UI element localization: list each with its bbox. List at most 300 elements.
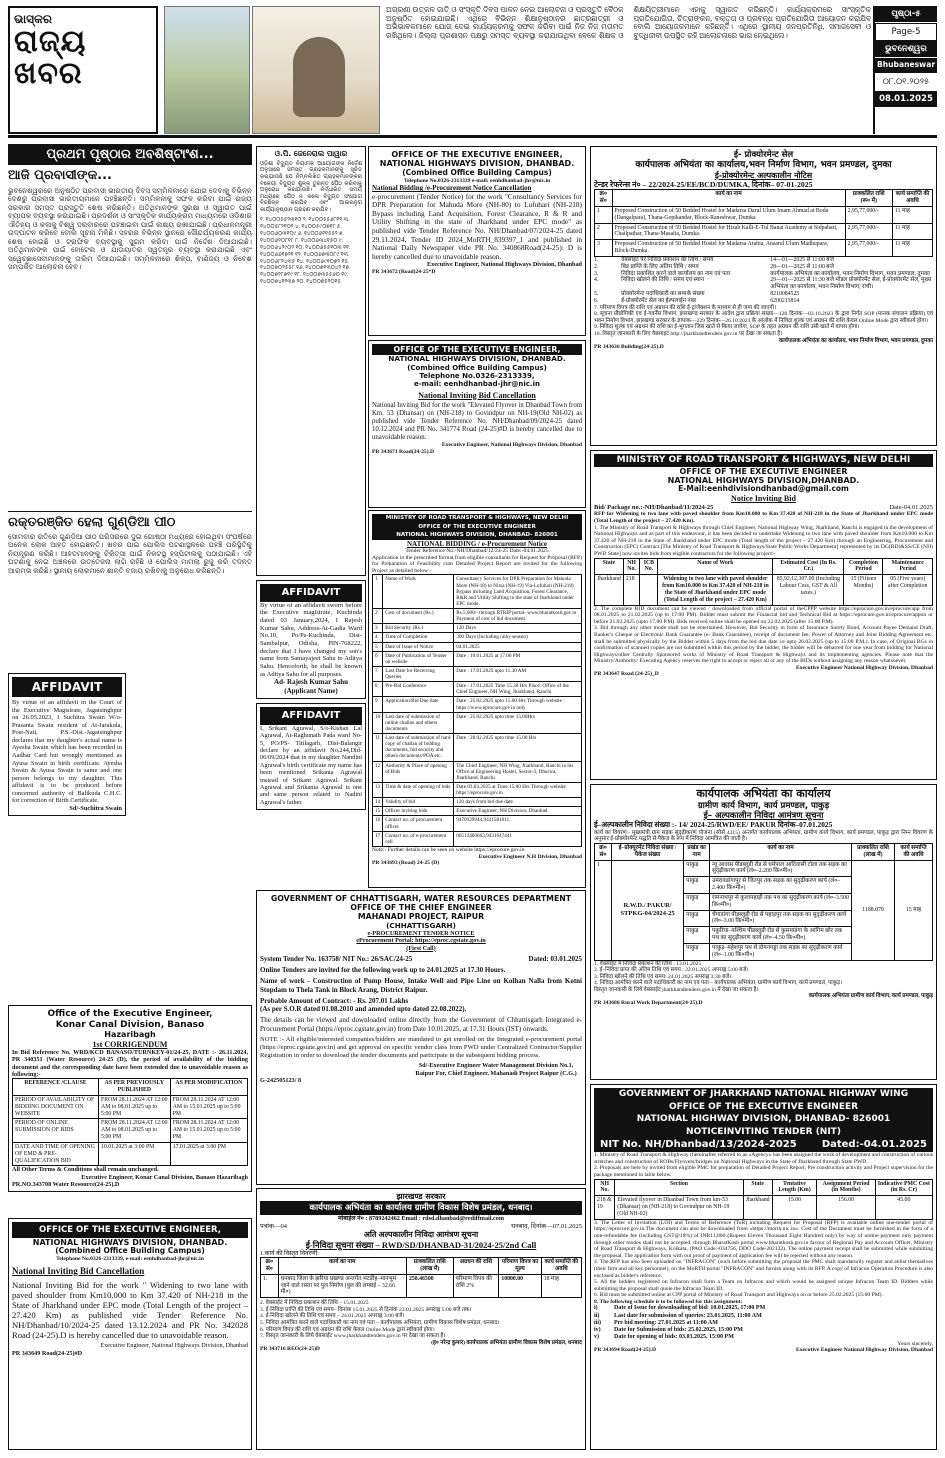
cell: Pre-Bid Conference <box>383 682 454 697</box>
cell: Contact no. of procurement officer <box>383 816 454 831</box>
table-row <box>373 782 582 797</box>
nh-eproc-cancel <box>368 146 586 336</box>
table-row <box>373 712 582 733</box>
cell: Proposed Construction of 50 Bedded Hostel for Madarsa Arabia, Ansarul Ulum Madhupara, Block-Dumka. <box>612 240 845 257</box>
news-photo-students <box>164 6 250 134</box>
col-head: प्रखंड का नाम <box>684 843 710 860</box>
cell: Last date of submission of online challan and others documents <box>383 712 454 733</box>
table-row <box>373 624 582 633</box>
gj-p2: 2. Proposals are here by invited from eligible PMC for preparation of Detailed Project Report, Pre construction activity and Project supervision for the package mentioned in table below. <box>594 1165 933 1179</box>
pakur-table <box>594 843 933 961</box>
story2-headline: ରକ୍ତରଞ୍ଜିତ ହେଲା ଗୁଣ୍ଡିଆ ପୀଠ <box>8 511 252 530</box>
col-head: प्राक्कलित राशि (लाख में) <box>406 1258 453 1275</box>
date-en: 08.01.2025 <box>875 91 937 108</box>
col-head: Completion Period <box>844 558 883 575</box>
cell <box>640 575 658 605</box>
gj-t3: NATIONAL HIGHWAY DIVISION, DHANBAD- 826001 <box>594 1113 933 1126</box>
gj-table <box>594 1179 933 1220</box>
dumka-sign: कार्यपालक अभियंता का कार्यालय, भवन निर्माण विभाग, भवन प्रमण्डल, दुमका <box>778 337 933 344</box>
cell: 3 <box>373 624 383 633</box>
story2-body: ସୋମବାର ରାତିରେ ଗୁଣ୍ଡିଆ ପୀଠ ପରିସରରେ ଦୁଇ ଗୋଷ୍ଠୀ ମଧ୍ୟରେ ହୋଇଥିବା ସଂଘର୍ଷରେ ଅନେକ ଲୋକ ଆହତ ହୋଇଛନ୍ତି। ଖବର ପାଇ ପୋଲିସ ଘଟଣାସ୍ଥଳରେ ପହଞ୍ଚି ପରିସ୍ଥିତିକୁ ନିୟନ୍ତ୍ରଣ କରିଛି। ଆହତମାନଙ୍କୁ ଚିକିତ୍ସା ପାଇଁ ନିକଟସ୍ଥ ହସ୍ପିଟାଲକୁ ପଠାଯାଇଛି। ଏହି ଘଟଣାକୁ ନେଇ ଅଞ୍ଚଳରେ ଉତ୍ତେଜନା ଲାଗି ରହିଛି ଓ ପୋଲିସ ମାମଲା ରୁଜୁ କରି ତଦନ୍ତ ଆରମ୍ଭ କରିଛି। ସ୍ଥାନୀୟ ଲୋକମାନେ ଶାନ୍ତି ବଜାୟ ରଖିବାକୁ ଅନୁରୋଧ କରିଛନ୍ତି। <box>8 532 252 575</box>
col-head: कार्य का नाम <box>278 1258 406 1275</box>
table-row <box>373 642 582 651</box>
rwd-sign: (ह० नरेन्द्र कुमार) कार्यपालक अभियंता ग्रामीण विकास विशेष प्रमंडल, धनबाद <box>431 1339 582 1346</box>
mos-t1: MINISTRY OF ROAD TRANSPORT & HIGHWAYS, NEW DELHI <box>372 514 582 523</box>
list-cell: प्रोक्योरमेन्ट पदाधिकारी का सम्पर्क संख्या <box>621 291 705 298</box>
col-head: परिमाण विपत्र का मूल्य <box>499 1258 541 1275</box>
mob-t4: E-Mail:eenhdivisiondhanbad@gmail.com <box>678 484 849 494</box>
table-row <box>595 1196 933 1219</box>
cell: Consultancy Services for DPR Preparation for Mahuda More (NH-18) to Nirsa (NH-19) Via-Lufuhari (NH-218) Bypass including Land Acquisition, Forest Clearance, R&R and Utility Shifting in the state of Jharkhand under EPC mode. <box>454 575 582 609</box>
cg-t1: OFFICE OF THE CHIEF ENGINEER <box>350 903 492 913</box>
list-cell: i) <box>594 1305 598 1312</box>
cell: Proposed Construction of 50 Bedded Hostel for Hizab Kalli-E-Tul Banat Academy at Sidpahari, Chailpathar, Thana-Masalia, Dumka. <box>612 223 845 240</box>
pakur-intro: कार्य का विवरण:- मुख्यमंत्री ग्राम सड़क सुदृढ़ीकरण योजना (सोर्स 4315) अन्तर्गत कार्यपालक अभियंता, ग्रामीण कार्य विभाग, कार्य प्रमण्डल, पाकुड़ द्वारा निम्न विवरण के अनुसार ई-प्रोक्योरमेन्ट पद्धति से पैकेज के रूप में निविदा आमंत्रित की जाती है। <box>594 829 933 843</box>
col-head: क्र० सं० <box>595 190 613 207</box>
cell: 17 <box>373 831 383 846</box>
list-cell: Date for opening of bids: 03.03.2025, 15:00 PM <box>614 1333 734 1340</box>
table-row <box>373 734 582 762</box>
gj-p1: 1. Ministry of Road Transport & Highway (hereinafter referred to as «Agency» has been assigned the work of development and construction of various stretches and construction of ROBs/Flyovers/bridges on National Highways in the State of Jharkhand through State PWD. <box>594 1152 933 1165</box>
table-row <box>373 798 582 807</box>
cell: 1 <box>595 860 612 960</box>
cell: 11 माह <box>892 240 932 257</box>
col-head: NH No. <box>623 558 640 575</box>
dumka-t3: टेन्डर रेफरेन्स नं० – 22/2024-25/EE/BCD/DUMKA, दिनांक– 07-01-2025 <box>594 180 813 190</box>
gj-nit <box>590 1084 937 1450</box>
nhb-sign: Executive Engineer, National Highways Division, Dhanbad <box>100 1342 248 1350</box>
list-cell: कार्यपालक अभियंता का कार्यालय, भवन निर्माण विभाग, भवन प्रमण्डल, दुमका <box>770 270 930 277</box>
mos-head: NATIONAL BIDDING / e-Procurement Notice <box>407 539 547 548</box>
list-item <box>594 1305 933 1312</box>
cell: 156.00 <box>817 1196 875 1219</box>
cell: Executive Engineer, NH Division, Dhanbad <box>454 807 582 816</box>
cell: पाकुड़ <box>684 943 710 960</box>
dumka-t1: कार्यपालक अभियंता का कार्यालय,भवन निर्माण विभाग, भवन प्रमण्डल, दुमका <box>635 160 892 171</box>
col-head: Tentative Length (Km) <box>772 1179 817 1196</box>
city-en: Bhubaneswar <box>875 58 937 74</box>
cell: 3 <box>595 240 613 257</box>
header-story: ଅଗ୍ରଣୀ ଉତ୍କଳ ଜାତି ଓ ସଂସ୍କୃତି ଦିବସ ପାଳନ ନେଇ ଆଲୋଚନା ଓ ପ୍ରସ୍ତୁତି ବୈଠକ ଅନୁଷ୍ଠିତ ହୋଇଯାଇଛି। ଏଥିରେ ବିଭିନ୍ନ ଶିକ୍ଷାନୁଷ୍ଠାନର ଛାତ୍ରଛାତ୍ରୀ ଓ ଅଭିଭାବକମାନେ ଯୋଗ ଦେଇ କାର୍ଯ୍ୟକ୍ରମକୁ ସଫଳ କରିବା ପାଇଁ ନିଜ ନିଜ ମତାମତ ରଖିଥିଲେ। ଜିଲ୍ଲା ପ୍ରଶାସନ ପକ୍ଷରୁ ସମସ୍ତ ବ୍ୟବସ୍ଥା କରାଯାଉଥିବା ବେଳେ ଶିକ୍ଷକ ଓ ଶିକ୍ଷୟିତ୍ରୀମାନେ ଏହାକୁ ସ୍ୱାଗତ କରିଛନ୍ତି। କାର୍ଯ୍ୟକ୍ରମରେ ସାଂସ୍କୃତିକ ପ୍ରତିଯୋଗିତା, ଚିତ୍ରାଙ୍କନ, ବକ୍ତୃତା ଓ ପ୍ରବନ୍ଧ ପ୍ରତିଯୋଗିତା ଆୟୋଜନ କରାଯିବ ବୋଲି ଆୟୋଜକମାନେ କହିଛନ୍ତି। ଏଥିରେ ସ୍ଥାନୀୟ ଜନପ୍ରତିନିଧି, ସମାଜସେବୀ ଓ ବୁଦ୍ଧିଜୀବୀ ଉପସ୍ଥିତ ରହି ଆଲୋଚନାରେ ଭାଗ ନେଇଥିଲେ। <box>386 5 871 41</box>
table-row <box>373 666 582 681</box>
dumka-list <box>594 257 933 305</box>
cell: 13 <box>373 782 383 797</box>
cell: रामनाथपुर से कुलापहाड़ी तक पथ का सुदृढ़ीकरण कार्य (लं०–3.500 कि०मी०) <box>710 893 852 910</box>
list-cell: 14—01—2025 से 11:00 बजे <box>770 256 834 263</box>
col-head: NH No. <box>595 1179 615 1196</box>
cell: पाकुड़ <box>684 860 710 877</box>
cell: R.W.D./ PAKUR/ STPKG-04/2024-25 <box>611 860 683 960</box>
rwd-table <box>260 1257 582 1298</box>
nhb-head: National Inviting Bid Cancellation <box>12 1265 145 1276</box>
table-row <box>261 1274 582 1297</box>
mos-ref: Tender Reference No:-NH/Dhanbad/12/24-25 Date:-04.01.2025 <box>405 548 549 555</box>
cell: DATE AND TIME OF OPENING OF EMD & PRE-QUALIFICATION BID <box>13 1142 99 1165</box>
cg-l6: The details can be viewed and downloaded online directly from the Government of Chhattisgarh Integrated e-Procurement Portal (https://eproc.cgstate.gov.in) from Date 10.01.2025, at 17.31 Hours (IST) onwards. <box>260 1016 582 1033</box>
affidavit-sign: Sd/-Suchitra Swain <box>69 804 122 812</box>
dumka-notes: 7. परिमाण विपत्र की राशि एवं अग्रधन की राशि ई-ट्रांजेक्शन के माध्यम से ही जमा की जाएगी। 8. सूचना प्रौद्योगिकी एवं ई-गवर्नेंस विभाग, झारखण्ड सरकार के आदेश द्वारा प्रक्रिया संख्या—120 दिनांक—03.10.2023 के द्वारा निर्गत SOP (मानक संचालन प्रक्रिया) एवं भवन निर्माण विभाग, झारखण्ड सरकार के ज्ञापांक—229 दिनांक—26.10.2023 के आलोक में निविदा शुल्क एवं अग्रधन की राशि केवल Online Mode द्वारा स्वीकार्य होगा। 9. निविदा शुल्क एवं अग्रधन की राशि का ई-भुगतान जिस खाते से किया जायेगा, SOP के तहत अग्रधन की राशि उसी खाते में वापस होगा। 10. विस्तृत जानकारी के लिए वेबसाइट http://jharkhandtenders.gov.in पर देखा जा सकता है। <box>594 304 933 338</box>
cg-sign: Sd/-Executive Engineer Water Management Division No.1, Raipur For, Chief Engineer, Mahanadi Project Raipur (C.G.) <box>415 1062 577 1077</box>
pakur-sign: कार्यपालक अभियंता ग्रामीण कार्य विभाग, कार्य प्रमण्डल, पाकुड़ <box>808 993 933 1000</box>
dumka-table <box>594 189 933 257</box>
cell: पाकुड़ <box>684 893 710 910</box>
list-item <box>594 1313 933 1320</box>
list-cell: Last date for submission of queries: 23.01.2025, 11:00 AM <box>614 1312 762 1319</box>
gj-schedule <box>594 1305 933 1340</box>
affidavit-title: AFFIDAVIT <box>12 677 122 697</box>
cell: पाकुड़ <box>684 877 710 894</box>
table-row <box>373 633 582 642</box>
table-row <box>13 1096 248 1119</box>
gj-sign: Executive Engineer National Highway Division, Dhanbad <box>796 1347 933 1354</box>
affidavit-rajesh <box>256 580 366 699</box>
list-cell: 29—01—2025 से 11:30 बजे मोडल प्रोक्योरमेंट सेल, ई-प्रोक्योरमेंट सेल, मुख्य अभियंता का कार्यालय, भवन निर्माण विभाग, रांची। <box>770 277 932 291</box>
column-2 <box>256 146 366 814</box>
list-cell: 4. <box>594 277 599 284</box>
table-row <box>373 697 582 712</box>
konar-corrigendum-label: 1st CORRIGENDUM <box>92 1039 168 1049</box>
nhb-pr: PR 343649 Road(24-25)#D <box>12 1349 83 1357</box>
nhc2-sign: Executive Engineer, National Highways Division, Dhanbad <box>441 442 582 449</box>
cell: FROM 28.11.2024 AT 12:00 AM to 08.01.2025 up to 5:00 PM <box>99 1119 171 1142</box>
cell: 14 <box>373 798 383 807</box>
cell: 17.01.2025 at 3:00 PM <box>170 1142 247 1165</box>
list-item <box>594 1320 933 1327</box>
gj-p6: 6. Bid must be submitted online at CPP portal of Ministry of Road Transport and Highways on or before 25.02.2025 (15:00 PM). <box>594 1292 883 1299</box>
mob-ref: Bid/ Package no.:-NH/Dhanbad/11/2024-25 <box>594 503 714 511</box>
cell: 85,92,12,307.00 (Including Labour Cess, GST & All taxes.) <box>773 575 844 605</box>
list-cell: 1. <box>594 256 599 263</box>
newspaper-logo <box>8 6 158 134</box>
cell: 11 माह <box>892 206 932 223</box>
konar-h2: AS PER PREVIOUSLY PUBLISHED <box>99 1079 171 1096</box>
cell: 45.00 <box>875 1196 932 1219</box>
table-row <box>373 609 582 624</box>
rwd-gov: झारखण्ड सरकार <box>396 1192 446 1201</box>
list-item <box>594 1334 933 1341</box>
cell: 6 <box>373 651 383 666</box>
list-item <box>594 298 933 305</box>
cg-t6: (First Call) <box>406 944 436 952</box>
cell: Authority & Place of opening of Bids <box>383 761 454 782</box>
cell: Officer inviting bids <box>383 807 454 816</box>
page-label: ପୃଷ୍ଠା-୫ <box>875 6 937 23</box>
col-head: कार्य समाप्ति की अवधि <box>892 190 932 207</box>
gj-yours: Yours sincerely, <box>897 1340 933 1347</box>
gj-nit-date: Dated:-04.01.2025 <box>821 1139 927 1151</box>
city-or: ଭୁବନେଶ୍ୱର <box>875 41 937 58</box>
konar-sign: Executive Engineer, Konar Canal Division, Banaso Hazaribagh <box>81 1173 248 1181</box>
table-row <box>595 223 933 240</box>
mob-t2: OFFICE OF THE EXECUTIVE ENGINEER <box>679 466 848 476</box>
mob-t1: MINISTRY OF ROAD TRANSPORT & HIGHWAYS, NEW DELHI <box>594 454 933 467</box>
cell: 15.00 <box>772 1196 817 1219</box>
cell: पाकुड़–महेशपुर पथ से डोमनगड्डा तक सड़क का सुदृढ़ीकरण कार्य (लं०–1.00 कि०मी०) <box>710 943 852 960</box>
brand-big-2: ଖବର <box>14 55 83 91</box>
cell: PERIOD OF AVAILABILITY OF BIDDING DOCUMENT ON WEBSITE <box>13 1096 99 1119</box>
col-head: Indicative PMC Cost (in Rs. Cr) <box>875 1179 932 1196</box>
dumka-notice <box>590 146 937 446</box>
cell: Time of Completion <box>383 633 454 642</box>
gj-t1: GOVERNMENT OF JHARKHAND NATIONAL HIGHWAY WING <box>594 1088 933 1101</box>
cell: पकुरिया–पश्चिम पीडब्लूडी रोड से कुसमाडंगा के आगिम छोर तक पथ का सुदृढ़ीकरण कार्य (लं०–4.50 कि०मी०) <box>710 927 852 944</box>
cell: 2,95,77,000/- <box>845 223 892 240</box>
cg-t3: (CHHATTISGARH) <box>386 920 456 930</box>
list-cell: iii) <box>594 1319 601 1326</box>
morth-national-bidding <box>368 510 586 888</box>
list-cell: 3. <box>594 270 599 277</box>
date-or: ୦୮.୦୧.୨୦୨୫ <box>875 74 937 91</box>
cell: FROM 28.11.2024 AT 12:00 AM to 15.01.2025 up to 5:00 PM <box>170 1119 247 1142</box>
col-head: अग्रधन की राशि <box>453 1258 499 1275</box>
mob-p1: 1. The Ministry of Road Transport & Highways through Chief Engineer, National Highway Wing, Jharkhand, Ranchi is engaged in the development of National Highways and as part of this endeavour, it has been decided to undertake Widening to two lane with paved shoulder from Km10.000 to Km 37.420 of NH-218 in the State of Jharkhand under EPC mode (Total length of the project – 27.420 Km) through an Engineering, Procurement and Construction (EPC) Contract.[The Ministry of Road Transport & Highways/State Public Works Department] represented by its DG(RD)&SS/CE (NH) PWD State] now invites bids from eligible contractors for the following project:- <box>594 524 933 557</box>
cg-l5: (As per S.O.R dated 01.08.2010 and amended upto dated 22.08.2022). <box>260 1005 467 1014</box>
cell: 218 <box>623 575 640 605</box>
cell: Cost of document (Rs.) <box>383 609 454 624</box>
nh-cancel-bottom <box>8 1218 252 1450</box>
cell: FROM 28.11.2024 AT 12:00 AM to 15.01.2025 up to 5:00 PM <box>170 1096 247 1119</box>
cell: 1 <box>595 206 613 223</box>
konar-h3: AS PER MODIFICATION <box>170 1079 247 1096</box>
nhc2-t2: NATIONAL HIGHWAYS DIVISION, DHANBAD. <box>388 354 566 364</box>
cell: Rs.5,000/- through RTRIP portal- www.bharatkosh.gov.in Payment of cost of bid document. <box>454 609 582 624</box>
cell: उमरावडांगापुर से जितपुर तक सड़क का सुदृढ़ीकरण कार्य (लं०–2.400 कि०मी०) <box>710 877 852 894</box>
table-row <box>373 816 582 831</box>
gj-p7: 8. The following schedule is to be followed for this assignment: <box>594 1298 743 1305</box>
cell: 7 <box>373 666 383 681</box>
mos-t3: NATIONAL HIGHWAYS DIVISION, DHANBAD- 826001 <box>372 531 582 540</box>
cell: Validity of bid <box>383 798 454 807</box>
dumka-t0: ई- प्रोक्योरमेन्ट सेल <box>733 150 794 160</box>
gj-p3: 3. The Letter of Invitation (LOI) and Terms of Reference (ToR) including Request for Proposal (RFP) is available online one-tender portal of https://eprocure.gov.in.The document can also be downloaded from «https://morth.nic.in». Cost of the Document must be furnished in the form of a non-refundable fee (including GST@18%) of INR11,800 (Rupees Eleven Thousand Eight Hundred only) by way of online payment only payment through other modes shall not be accepted, through BharatKosh portal www.bharatkosh.gov.in favour of Regional Pay and Account Officer, Ministry of Road Transport & Highways, Kolkata. (PAO Code:-034756, DDO Code-202132). The online payment receipt shall be submitted while submitting the proposal. The application form with out proof of payment of application fee will be rejected without any reason. <box>594 1219 933 1259</box>
power-notice-body: ଓଡ଼ିଶା ବିଦ୍ୟୁତ ନିୟାମକ ଆୟୋଗଙ୍କ ନିର୍ଦ୍ଦେଶ ଅନୁସାରେ ସମସ୍ତ ଗ୍ରାହକମାନଙ୍କୁ ସୂଚିତ କରାଯାଉଛି ଯେ ନିମ୍ନଲିଖିତ ଗ୍ରାହକମାନଙ୍କର ବକେୟା ବିଦ୍ୟୁତ ଶୁଳ୍କ ତୁରନ୍ତ ପୈଠ କରିବାକୁ ଅନୁରୋଧ କରାଯାଉଛି। ନିର୍ଦ୍ଧାରିତ ସମୟ ମଧ୍ୟରେ ପୈଠ ନ କଲେ ବିଦ୍ୟୁତ ସଂଯୋଗ ବିଚ୍ଛିନ୍ନ କରାଯିବ ଏବଂ ଆଇନାନୁଗ କାର୍ଯ୍ୟାନୁଷ୍ଠାନ ଗ୍ରହଣ କରାଯିବ। <box>260 160 362 213</box>
nhb-t1: OFFICE OF THE EXECUTIVE ENGINEER, <box>12 1222 248 1238</box>
cell: धनबाद जिला के झरिया प्रखण्ड अन्तर्गत भटडीह–मानभुम जाने वाले रास्ता पर पुल निर्माण (पुल की लम्बाई – 32.66 मी०) <box>278 1274 406 1297</box>
col-head: Section <box>615 1179 743 1196</box>
cell: 04.01.2025 <box>454 642 582 651</box>
col-head: क्र० सं० <box>595 843 612 860</box>
table-row <box>595 860 933 877</box>
cell: PERIOD OF ONLINE SUBMISSION OF BIDS <box>13 1119 99 1142</box>
cell: Proposed Construction of 50 Bedded Hostel for Madarsa Darul Ulum Imam Ahmad at Boda (Dangalpara), Thana-Gopikandar, Block-Raneshwar, Dumka <box>612 206 845 223</box>
table-row <box>373 651 582 666</box>
cell: 18 माह <box>541 1274 581 1297</box>
list-cell: 6. <box>594 297 599 304</box>
cell: 5 <box>373 642 383 651</box>
morth-nib <box>590 450 937 780</box>
cell: Date : 17.01.2025 upto 11.30 AM <box>454 666 582 681</box>
list-item <box>594 277 933 291</box>
gj-pr: PR 343694 Road(24-25).D <box>594 1347 656 1354</box>
pakur-pr: PR 343686 Rural Work Department(24-25).D <box>594 1000 703 1007</box>
cell: पाकुड़ <box>684 927 710 944</box>
mob-t3: NATIONAL HIGHWAYS DIVISION,DHANBAD. <box>667 476 860 486</box>
pakur-notice <box>590 784 937 1080</box>
cg-t2: MAHANADI PROJECT, RAIPUR <box>357 912 485 922</box>
affidavit2-sign: Ad- Rajesh Kumar Sahu (Applicant Name) <box>274 678 348 695</box>
rwd-p2: धनबाद, दिनांक—07.01.2025 <box>511 1222 582 1230</box>
nhc2-t5: e-mail: eenhdhanbad-jhr@nic.in <box>414 380 540 389</box>
cell: Date : 28.02.2025 upto time 15.00 Hrs <box>454 734 582 762</box>
table-row <box>373 761 582 782</box>
list-cell: Date of Issue for downloading of bid: 10.01.2025, 17:00 PM <box>614 1305 766 1312</box>
list-item <box>594 264 933 271</box>
cell: 218 & 19 <box>595 1196 615 1219</box>
cg-tender <box>256 890 586 1185</box>
cell: 11 माह <box>892 223 932 240</box>
affidavit-body: By virtue of an affidavit in the Court of the Executive Magistrate, Jagatsinghpur on 26.05.2023, I Suchitra Swain W/o- Prasanta Swain resident of At-Jarakula, Post-Nati, P.S.-Dist.-Jagatsinghpur declares that my daughter's actual name is Ayesha Swain which has been recorded in Aadhar Card but wrongly mentioned as Ayusa Swain in birth certificate. Ayesha Swain & Ayusa Swain is same and one person belongs to my daughter. This affidavit is to be produced before concerned authority of Balikuda C.H.C. for correction of Birth Certificate. <box>12 699 122 805</box>
cg-l4: Probable Amount of Contract: - Rs. 207.01 Lakhs <box>260 996 409 1005</box>
masthead <box>8 6 937 138</box>
cell: 10.01.2025 at 3:00 PM <box>99 1142 171 1165</box>
cell: Application/Bid Due date <box>383 697 454 712</box>
list-cell: 28—01—2025 से 11:00 बजे <box>770 263 834 270</box>
cell: Date : 25.02.2025 upto 15.00 Hrs Through website : https://www.eprocure.gov.in only <box>454 697 582 712</box>
col-head: State <box>743 1179 772 1196</box>
cell: 16 <box>373 816 383 831</box>
nhe-sign: Executive Engineer, National Highways Division, Dhanbad <box>427 261 582 269</box>
mos-table <box>372 574 582 847</box>
nhc2-t3: (Combined Office Building Campus) <box>407 363 547 372</box>
list-cell: v) <box>594 1333 599 1340</box>
rwd-sub: 1.कार्य की विस्तृत विवरणी: <box>260 1249 319 1257</box>
table-row <box>373 807 582 816</box>
cell: Elevated flyover in Dhanbad Town from km-53 (Dhansar) on (NH-218) to Govindpur on NH-19 (Old NH-02) <box>615 1196 743 1219</box>
cg-l2: Online Tenders are invited for the following work up to 24.01.2025 at 17.30 Hours. <box>260 966 506 975</box>
mos-sign: Executive Engineer N.H Division, Dhanbad <box>478 853 582 860</box>
list-cell: 5. <box>594 291 599 298</box>
mob-rfp: RFP for Widening to two lane with paved shoulder from Km10.000 to Km 37.420 of NH-218 in the State of Jharkhand under EPC mode (Total Length of the project – 27.420 Km). <box>594 511 933 525</box>
cell: Last date of submission of hard copy of challan of bidding documents, bid security and others documents/POA etc. <box>383 734 454 762</box>
list-cell: 8210084525 <box>770 291 800 298</box>
cell: Widening to two lane with paved shoulder from Km10.000 to Km 37.420 of NH-218 in the State of Jharkhand under EPC mode (Total Length of the project – 27.420 Km) <box>658 575 773 605</box>
cell: 15 <box>373 807 383 816</box>
nhc2-t4: Telephone No.0326-2313339, <box>419 372 535 381</box>
pakur-ref: ई–अल्पकालीन निविदा संख्या :- 14/ 2024-25/RWD/EE/ PAKUR दिनांक–07.01.2025 <box>594 820 833 829</box>
cell: 10 <box>373 712 383 733</box>
nhc2-head: National Inviting Bid Cancellation <box>418 390 536 400</box>
affidavit3-title: AFFIDAVIT <box>260 707 362 725</box>
affidavit2-title: AFFIDAVIT <box>260 584 362 602</box>
mos-note: Note:- Further details can be seen on website https://eprocure.gov.in <box>372 846 525 853</box>
cell: 15 माह <box>895 860 933 960</box>
cell: 10000.00 <box>499 1274 541 1297</box>
subheadline: ଆଜି ପ୍ରବାସୀଙ୍କ... <box>8 168 112 184</box>
brand-big-1: ରାଜ୍ୟ <box>14 24 87 60</box>
cg-t5: eProcurement Portal: https://eproc.cgstate.gov.in <box>356 937 486 945</box>
cell: 11 <box>373 734 383 762</box>
col-head: कार्य का नाम <box>710 843 852 860</box>
list-cell: बिड प्राप्ति के लिए अंतिम तिथि / समय <box>621 263 699 270</box>
cell: 06512400663,9431647441 <box>454 831 582 846</box>
col-head: कार्य समाप्ति की अवधि <box>541 1258 581 1275</box>
col-head: कार्य समाप्ति की अवधि <box>895 843 933 860</box>
power-notice-list: ୧. ୧୪୦୦୫୫୨୩୧୦ ୨. ୧୪୦୦୫୫୬୮୧୧ ୩. ୧୪୦୦୫୮୨୧୦୨ ୪. ୧୪୦୦୫୯୦୭୧୮ ୫. ୧୪୦୦୬୦୩୧୦୯ ୬. ୧୪୦୦୬୧୧୫୫୨ ୭. ୧୪୦୦୬୨୦୮୧୮ ୮. ୧୪୦୦୬୩୪୧୫୦ ୯. ୧୪୦୦୬୪୨୯୦୨ ୧୦. ୧୪୦୦୬୫୫୧୦୩ ୧୧. ୧୪୦୦୬୬୧୭୨୧ ୧୨. ୧୪୦୦୬୭୩୦୮୯ ୧୩. ୧୪୦୦୬୮୨୪୩୫ ୧୪. ୧୪୦୦୬୯୧୦୭୨ ୧୫. ୧୪୦୦୭୦୨୫୫୮ ୧୬. ୧୪୦୦୭୧୩୦୪୨ ୧୭. ୧୪୦୦୭୨୮୭୧୯ ୧୮. ୧୪୦୦୭୩୫୫୬୦ ୧୯. ୧୪୦୦୭୪୧୨୩୭ ୨୦. ୧୪୦୦୭୫୨୦୧୫ <box>260 216 351 286</box>
table-row <box>595 240 933 257</box>
list-cell: निविदा प्रकाशित करने वाले कार्यालय का नाम एवं पता <box>621 270 731 277</box>
cell: Date of Issue of Notice <box>383 642 454 651</box>
pakur-notes: 1. वेबसाईट में निविदा प्रकाशन की तिथि : 13.01.2025 2. ई–निविदा प्राप्त की अंतिम तिथि एवं समय : 22.01.2025 अपराह्न 5:00 बजे। 3. निविदा खोलने की तिथि एवं समय: 24.01.2025 अपराह्न 3:30 बजे। 4. निविदा आमंत्रित करने वाले पदाधिकारी का नाम एवं पता – कार्यपालक अभियंता, ग्रामीण कार्य विभाग, कार्य प्रमण्डल, पाकुड़। विस्तृत जानकारी के लिये वेबसाईट jharkhandtenders.gov.in में देखा जा सकता है। <box>594 960 843 993</box>
cell: Jharkhand <box>595 575 624 605</box>
cg-l1: System Tender No. 163758/ NIT No.: 26/SAC/24-25 <box>260 954 413 963</box>
nhc2-pr: PR 343671 Road(24-25).D <box>372 448 434 455</box>
col-head: Estimated Cost (In Rs. Cr.) <box>773 558 844 575</box>
cell: 120 Days <box>454 624 582 633</box>
column-1 <box>8 144 252 820</box>
cell: 2 <box>595 223 613 240</box>
list-cell: Date for Submission of bids: 25.02.2025, 15:00 PM <box>614 1326 743 1333</box>
dumka-pr: PR 343636 Building(24-25).D <box>594 344 664 351</box>
page-en: Page-5 <box>875 23 937 41</box>
table-row <box>13 1119 248 1142</box>
list-cell: 2. <box>594 263 599 270</box>
cell: 15 (Fifteen Months) <box>844 575 883 605</box>
cell: FROM 28.11.2024 AT 12:00 AM to 08.01.2025 up to 5:00 PM <box>99 1096 171 1119</box>
list-item <box>594 291 933 298</box>
col-head: Name of Work <box>658 558 773 575</box>
cell: 05 (Five years) after Completion <box>883 575 933 605</box>
table-row <box>373 831 582 846</box>
cell: पाकुड़ <box>684 910 710 927</box>
cell: 2 <box>373 609 383 624</box>
nhe-t3: Telephone No.0326-2313339 e-mail: eenhdhanbad-jhr@nic.in <box>403 177 551 184</box>
rwd-ref: ई-निविदा सूचना संख्या – RWD/SD/DHANBAD-31/2024-25/2nd Call <box>305 1239 537 1250</box>
cell: Date : 10.01.2025 at 17.00 PM <box>454 651 582 666</box>
cell: Contact no. of e-procurement cell <box>383 831 454 846</box>
cell: न्यू आवास पीडब्लूडी रोड से धर्मपाल आदिवासी टोला तक सड़क का सुदृढ़ीकरण कार्य (लं०–2.200 कि०मी०) <box>710 860 852 877</box>
cell: 4 <box>373 633 383 642</box>
konar-footer: All Other Terms & Conditions shall remain unchanged. <box>12 1166 159 1174</box>
cell: Date of Publication of Tender on website <box>383 651 454 666</box>
headline: ପ୍ରଥମ ପୃଷ୍ଠାର ଅବଶିଷ୍ଟାଂଶ... <box>8 144 252 165</box>
cell: Bid Security (Rs.) <box>383 624 454 633</box>
cg-l1-date: Dated: 03.01.2025 <box>528 954 582 963</box>
rwd-head: अति अल्पकालीन निविदा आमंत्रण सूचना <box>363 1230 479 1240</box>
nhe-t2: (Combined Office Building Campus) <box>402 167 552 177</box>
table-row <box>595 206 933 223</box>
cell: 12 <box>373 761 383 782</box>
gj-t2: OFFICE OF THE EXECUTIVE ENGINEER <box>594 1101 933 1114</box>
nhb-t4: Telephone No.0326-2313339, e-mail: eenhdhanbad-jhr@nic.in <box>56 1256 204 1263</box>
nhb-t3: (Combined Office Building Campus) <box>55 1246 205 1256</box>
nh-cancel-flyover <box>368 340 586 508</box>
affidavit3-body: I, Srikant Agrawal, S/o-Kishan Lal Agrawal, At-Raghunath Pada ward No-5, PO/PS- Titilagarh, Dist-Balangir declare by an affidavit No.244,Dtd-06/09/2024 that in my daughter Nandini Agrawal's birth certificate my name has been mentioned Srikanta Agrawal instead of Srikant Agrawal. Srikant Agrawal and Srikanta Agrawal is one and same person related to Nadini Agrawal's father. <box>260 724 362 806</box>
pakur-t1: कार्यपालक अभियंता का कार्यालय <box>696 787 831 800</box>
list-cell: ई-प्रोक्योरमेंट सेल का हेल्पलाईन नंबर <box>621 297 697 304</box>
cell: 1188.079 <box>851 860 894 960</box>
cell: चेंगाडांगा पीडब्लूडी रोड से पहाड़पुर तक सड़क का सुदृढ़ीकरण कार्य (लं०–3.00 कि०मी०) <box>710 910 852 927</box>
konar-h1: REFERENCE /CLAUSE <box>13 1079 99 1096</box>
mos-intro: Application in the prescribed format from eligible consultants for Request for Proposal (RFP) for Preparation of Feasibility cum Detailed Project Report are invited for the following Project as detailed below:- <box>372 554 582 574</box>
cell: 120 days from bid due date <box>454 798 582 807</box>
konar-t3: Hazaribagh <box>104 1030 156 1040</box>
list-item <box>594 1327 933 1334</box>
col-head: Assignment Period (in Months) <box>817 1179 875 1196</box>
cell: 2,95,77,000/- <box>845 206 892 223</box>
nhe-body: e-procurement (Tender Notice) for the work "Consultancy Services for DPR Preparation for Mahuda More (NH-80) to Lufuhari (NH-218) Bypass including Land Acquisition, Forest Clearance, R & R and Utility Shifting in the state of Jharkhand under EPC mode" as published vide Tender Reference No. NH/Dhanbad/07/2024-25 dated 29.11.2024, Tender ID 2024_MoRTH_839397_1 and published in National Daily Newspaper vide PR No. 340868Road(24-25): D is hereby cancelled due to unavoidable reason. <box>372 191 582 261</box>
cell: 2,95,77,000/- <box>845 240 892 257</box>
news-photo-statue <box>252 6 380 134</box>
affidavit2-body: By virtue of an affidavit sworn before the Executive magistrate, Kuchinda dated 03 January,2024, I Rajesh Kumar Sahu, Address-At-Gadia Ward No.10, Po/Ps-Kuchinda, Dist-Sambalpur, Odisha, PIN-768222, declare that I have changed my son's name from Samayajeet Sahu to Aditya Sahu. Henceforth, he shall be known as Aditya Sahu for all purposes. <box>260 601 362 678</box>
cell: 1 <box>373 575 383 609</box>
cell: Last Date for Receiving Queries <box>383 666 454 681</box>
col-head: प्राक्कलित राशि (रू० में) <box>845 190 892 207</box>
cg-t0: GOVERNMENT OF CHHATTISGARH, WATER RESOURCES DEPARTMENT <box>270 894 572 903</box>
mos-t2: OFFICE OF THE EXECUTIVE ENGINEER <box>372 523 582 532</box>
col-head: ICB No. <box>640 558 658 575</box>
cell: 1. <box>261 1274 279 1297</box>
cell: 258.46500 <box>406 1274 453 1297</box>
